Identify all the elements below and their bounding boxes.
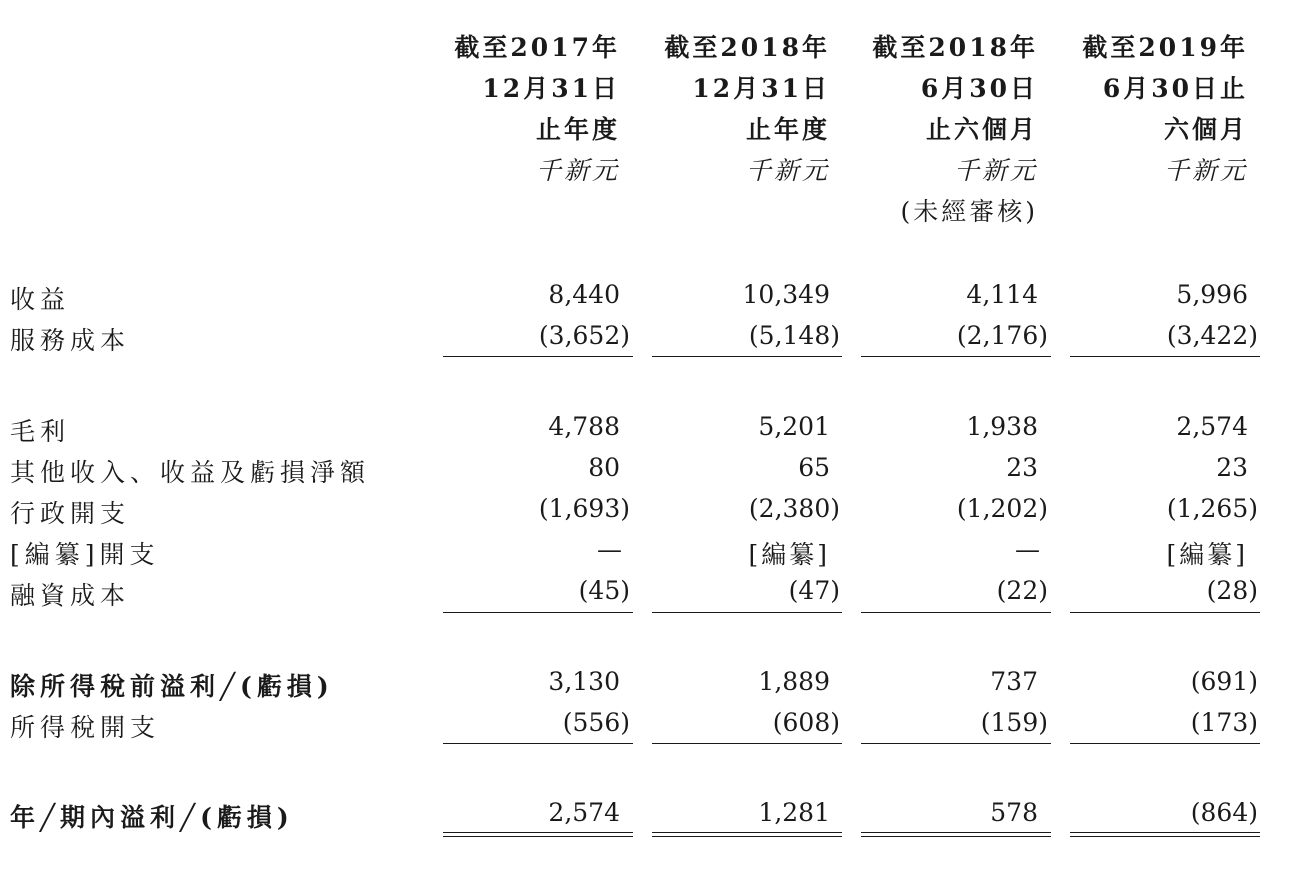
header-unit: 千新元 xyxy=(745,156,830,185)
header-line-2: 12月31日 xyxy=(482,74,620,103)
row-label-redacted-expenses: [編纂]開支 xyxy=(10,540,160,569)
subtotal-underline xyxy=(443,356,633,357)
header-line-2: 6月30日止 xyxy=(1102,74,1248,103)
cell-value: 1,938 xyxy=(966,412,1038,441)
subtotal-underline xyxy=(652,356,842,357)
header-unit: 千新元 xyxy=(1163,156,1248,185)
cell-value: (556) xyxy=(562,708,630,737)
cell-value: (173) xyxy=(1190,708,1258,737)
subtotal-underline xyxy=(861,743,1051,744)
row-label-admin-expenses: 行政開支 xyxy=(10,499,131,528)
header-line-2: 6月30日 xyxy=(920,74,1038,103)
cell-value: (608) xyxy=(772,708,840,737)
column-header-fy2017 xyxy=(430,27,620,191)
row-label-gross-profit: 毛利 xyxy=(10,417,71,446)
cell-value: 5,201 xyxy=(758,412,830,441)
cell-value: 23 xyxy=(1216,453,1248,482)
cell-value: 4,788 xyxy=(548,412,620,441)
header-line-3: 止年度 xyxy=(745,115,830,144)
cell-value: (159) xyxy=(980,708,1048,737)
column-header-6m2019 xyxy=(1050,27,1248,191)
cell-value: (5,148) xyxy=(748,321,840,350)
subtotal-underline xyxy=(861,612,1051,613)
header-line-1: 截至2018年 xyxy=(872,33,1038,62)
subtotal-underline xyxy=(652,743,842,744)
row-label-income-tax: 所得稅開支 xyxy=(10,713,161,742)
cell-value: (2,176) xyxy=(956,321,1048,350)
cell-value: 1,889 xyxy=(758,667,830,696)
cell-value: (47) xyxy=(788,576,840,605)
cell-value: 737 xyxy=(990,667,1038,696)
cell-value: 23 xyxy=(1006,453,1038,482)
cell-value: 4,114 xyxy=(966,280,1038,309)
cell-value: (2,380) xyxy=(748,494,840,523)
header-line-3: 六個月 xyxy=(1163,115,1248,144)
cell-value: 8,440 xyxy=(548,280,620,309)
cell-value: (3,422) xyxy=(1166,321,1258,350)
subtotal-underline xyxy=(443,743,633,744)
cell-value: 65 xyxy=(798,453,830,482)
row-label-net-profit: 年╱期內溢利╱(虧損) xyxy=(10,803,294,832)
row-label-cost-of-services: 服務成本 xyxy=(10,326,131,355)
header-line-1: 截至2017年 xyxy=(454,33,620,62)
cell-value: (1,265) xyxy=(1166,494,1258,523)
cell-value: 2,574 xyxy=(1176,412,1248,441)
total-double-underline xyxy=(443,832,633,837)
subtotal-underline xyxy=(1070,743,1260,744)
cell-value: (22) xyxy=(996,576,1048,605)
cell-value: (28) xyxy=(1206,576,1258,605)
cell-value: — xyxy=(597,535,622,564)
cell-value: 10,349 xyxy=(742,280,830,309)
header-line-3: 止六個月 xyxy=(925,115,1038,144)
header-unit: 千新元 xyxy=(535,156,620,185)
cell-value: 80 xyxy=(588,453,620,482)
total-double-underline xyxy=(1070,832,1260,837)
cell-value: (45) xyxy=(578,576,630,605)
cell-value: [編纂] xyxy=(748,540,830,569)
cell-value: [編纂] xyxy=(1166,540,1248,569)
subtotal-underline xyxy=(652,612,842,613)
header-line-1: 截至2018年 xyxy=(664,33,830,62)
cell-value: 3,130 xyxy=(548,667,620,696)
header-line-2: 12月31日 xyxy=(692,74,830,103)
cell-value: (864) xyxy=(1190,798,1258,827)
header-line-1: 截至2019年 xyxy=(1082,33,1248,62)
cell-value: (691) xyxy=(1190,667,1258,696)
total-double-underline xyxy=(861,832,1051,837)
cell-value: 1,281 xyxy=(758,798,830,827)
row-label-other-income: 其他收入、收益及虧損淨額 xyxy=(10,458,371,487)
header-line-3: 止年度 xyxy=(535,115,620,144)
column-header-6m2018 xyxy=(840,27,1038,232)
row-label-finance-costs: 融資成本 xyxy=(10,581,131,610)
cell-value: 578 xyxy=(990,798,1038,827)
subtotal-underline xyxy=(861,356,1051,357)
cell-value: (1,693) xyxy=(538,494,630,523)
row-label-revenue: 收益 xyxy=(10,285,71,314)
subtotal-underline xyxy=(1070,356,1260,357)
cell-value: 5,996 xyxy=(1176,280,1248,309)
header-unit: 千新元 xyxy=(953,156,1038,185)
subtotal-underline xyxy=(443,612,633,613)
column-header-fy2018 xyxy=(640,27,830,191)
subtotal-underline xyxy=(1070,612,1260,613)
header-unaudited-note: (未經審核) xyxy=(900,197,1038,226)
cell-value: (1,202) xyxy=(956,494,1048,523)
cell-value: 2,574 xyxy=(548,798,620,827)
row-label-profit-before-tax: 除所得稅前溢利╱(虧損) xyxy=(10,672,334,701)
cell-value: (3,652) xyxy=(538,321,630,350)
total-double-underline xyxy=(652,832,842,837)
cell-value: — xyxy=(1015,535,1040,564)
